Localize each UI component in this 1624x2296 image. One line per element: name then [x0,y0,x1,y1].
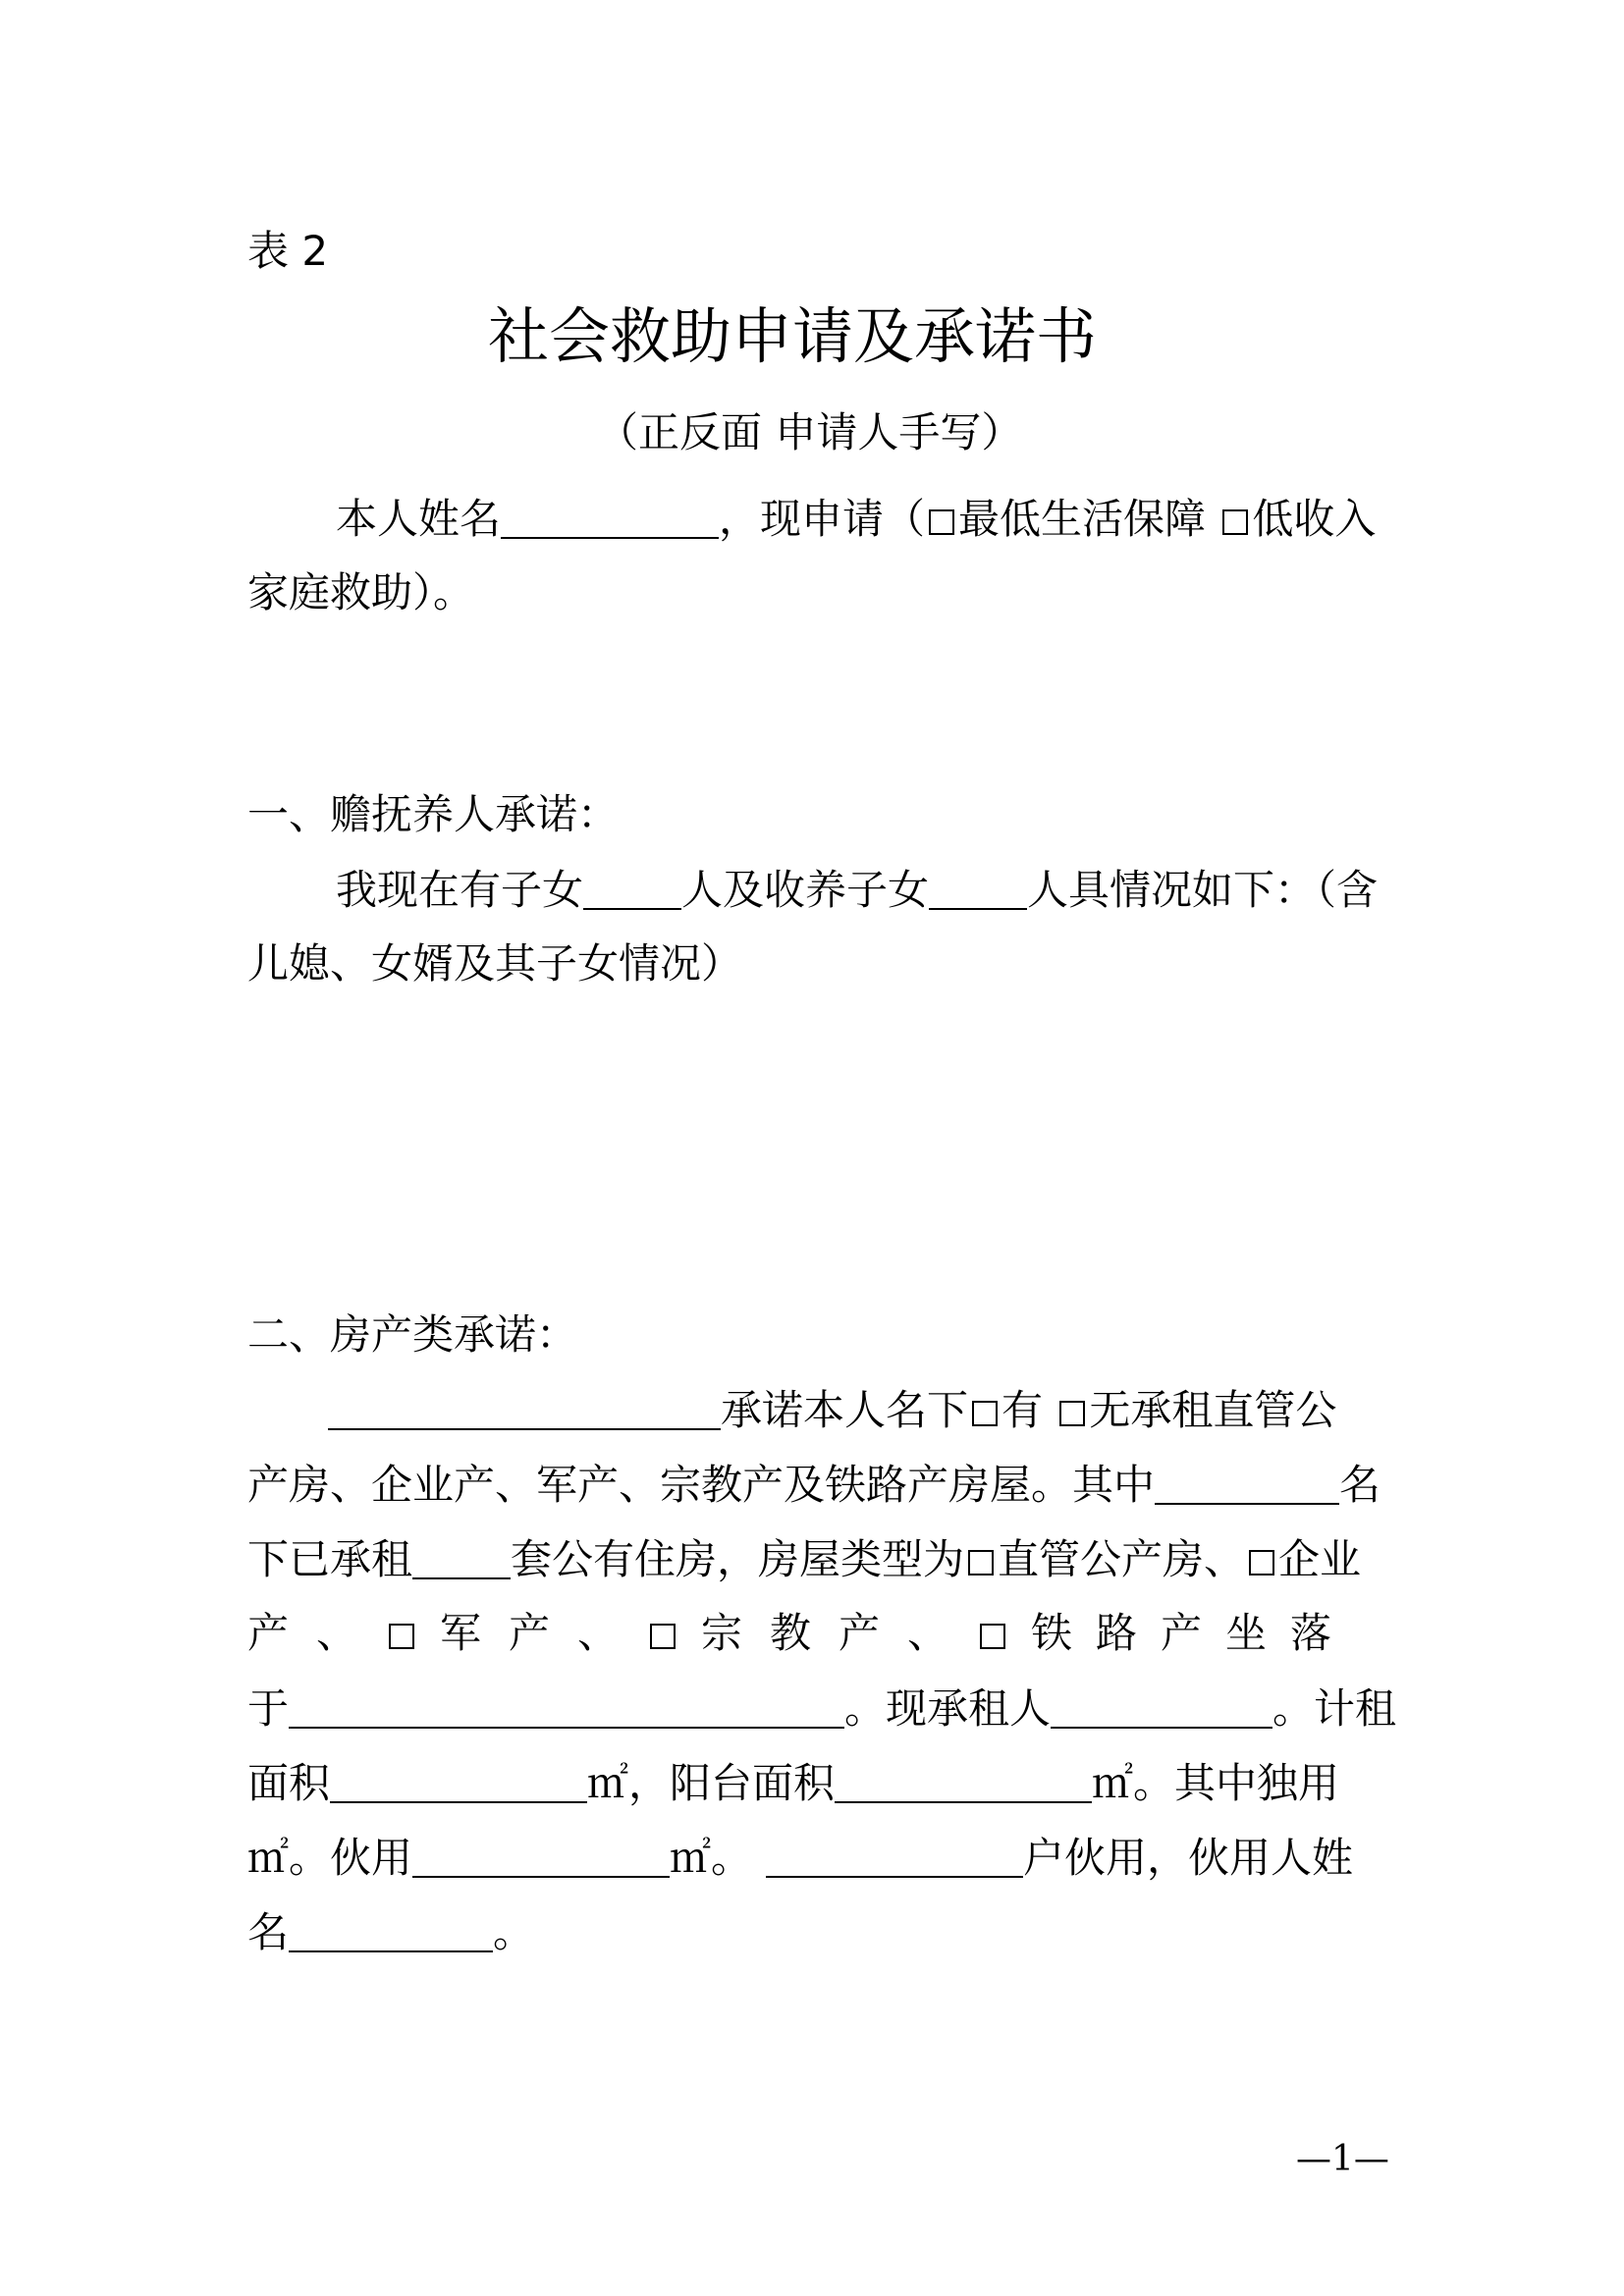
public-house-label: 直管公产房、 [998,1535,1246,1583]
has-checkbox[interactable] [972,1401,998,1426]
religious-checkbox[interactable] [650,1624,676,1649]
section2-line-3 [247,1535,1362,1583]
balcony-area-field[interactable] [835,1762,1092,1803]
rent-area-field[interactable] [330,1762,587,1803]
section2-line-5 [247,1684,1397,1733]
located-label: 于 [247,1684,290,1733]
children-count-field[interactable] [583,869,681,910]
military-checkbox[interactable] [389,1624,414,1649]
page-number: —1— [1296,2139,1389,2179]
section1-line-1 [336,866,1379,914]
shared-household-field[interactable] [766,1837,1023,1878]
children-label: 我现在有子女 [336,866,584,914]
current-tenant-label: 。现承租人 [844,1684,1052,1733]
among-name-field[interactable] [1155,1464,1339,1505]
public-house-checkbox[interactable] [968,1550,994,1575]
property-types-text: 产房、企业产、军产、宗教产及铁路产房屋。其中 [247,1461,1156,1509]
page-title: 社会救助申请及承诺书 [488,300,1098,372]
railway-label: 铁路产坐落 [1031,1609,1356,1657]
table-label: 表 2 [247,227,329,275]
shared-names-field[interactable] [289,1911,493,1952]
rent-area-label: 。计租 [1272,1684,1397,1733]
none-label: 无承租直管公 [1089,1386,1337,1434]
section2-line-4 [247,1609,1356,1657]
applicant-name-field[interactable] [501,498,719,539]
details-label: 人具情况如下：（含 [1027,866,1379,914]
balcony-label: ㎡，阳台面积 [587,1759,836,1807]
enterprise-checkbox[interactable] [1249,1550,1274,1575]
current-tenant-field[interactable] [1051,1687,1272,1729]
rented-count-field[interactable] [412,1538,511,1579]
enterprise-label: 企业 [1278,1535,1362,1583]
shared-name-label: 名 [247,1908,290,1956]
area-label: 面积 [247,1759,331,1807]
address-field[interactable] [289,1687,844,1729]
name-suffix: 名 [1339,1461,1381,1509]
low-income-label: 低收入 [1252,495,1377,543]
section2-line-1 [328,1386,1337,1434]
enterprise-suffix: 产、 [247,1609,386,1657]
section2-line-6 [247,1759,1340,1807]
exclusive-label: ㎡。其中独用 [1092,1759,1340,1807]
page-subtitle: （正反面 申请人手写） [597,408,1023,456]
low-income-checkbox[interactable] [1222,509,1248,535]
section2-line-7 [247,1834,1354,1882]
min-living-checkbox[interactable] [929,509,954,535]
railway-checkbox[interactable] [980,1624,1005,1649]
promisor-name-field[interactable] [328,1389,721,1430]
military-label: 军产、 [440,1609,647,1657]
section2-line-8 [247,1908,535,1956]
apply-text: ，现申请（ [719,495,926,543]
shared-area-field[interactable] [412,1837,670,1878]
section1-heading: 一、赡抚养人承诺： [247,790,620,838]
adopted-count-field[interactable] [929,869,1027,910]
rented-label: 下已承租 [247,1535,413,1583]
section1-line-2: 儿媳、女婿及其子女情况） [247,939,743,988]
name-label: 本人姓名 [336,495,502,543]
end-period: 。 [493,1908,535,1956]
house-type-label: 套公有住房，房屋类型为 [511,1535,965,1583]
none-checkbox[interactable] [1059,1401,1085,1426]
min-living-label: 最低生活保障 [958,495,1219,543]
has-label: 有 [1001,1386,1056,1434]
religious-label: 宗教产、 [701,1609,977,1657]
section2-line-2 [247,1461,1381,1509]
adopted-label: 人及收养子女 [681,866,930,914]
promise-label: 承诺本人名下 [721,1386,969,1434]
intro-line-2: 家庭救助）。 [247,568,475,616]
shared-household-label: 户伙用，伙用人姓 [1023,1834,1354,1882]
section2-heading: 二、房产类承诺： [247,1310,578,1359]
shared-label: ㎡。伙用 [247,1834,413,1882]
shared-area-unit: ㎡。 [670,1834,753,1882]
intro-line-1 [336,495,1377,543]
